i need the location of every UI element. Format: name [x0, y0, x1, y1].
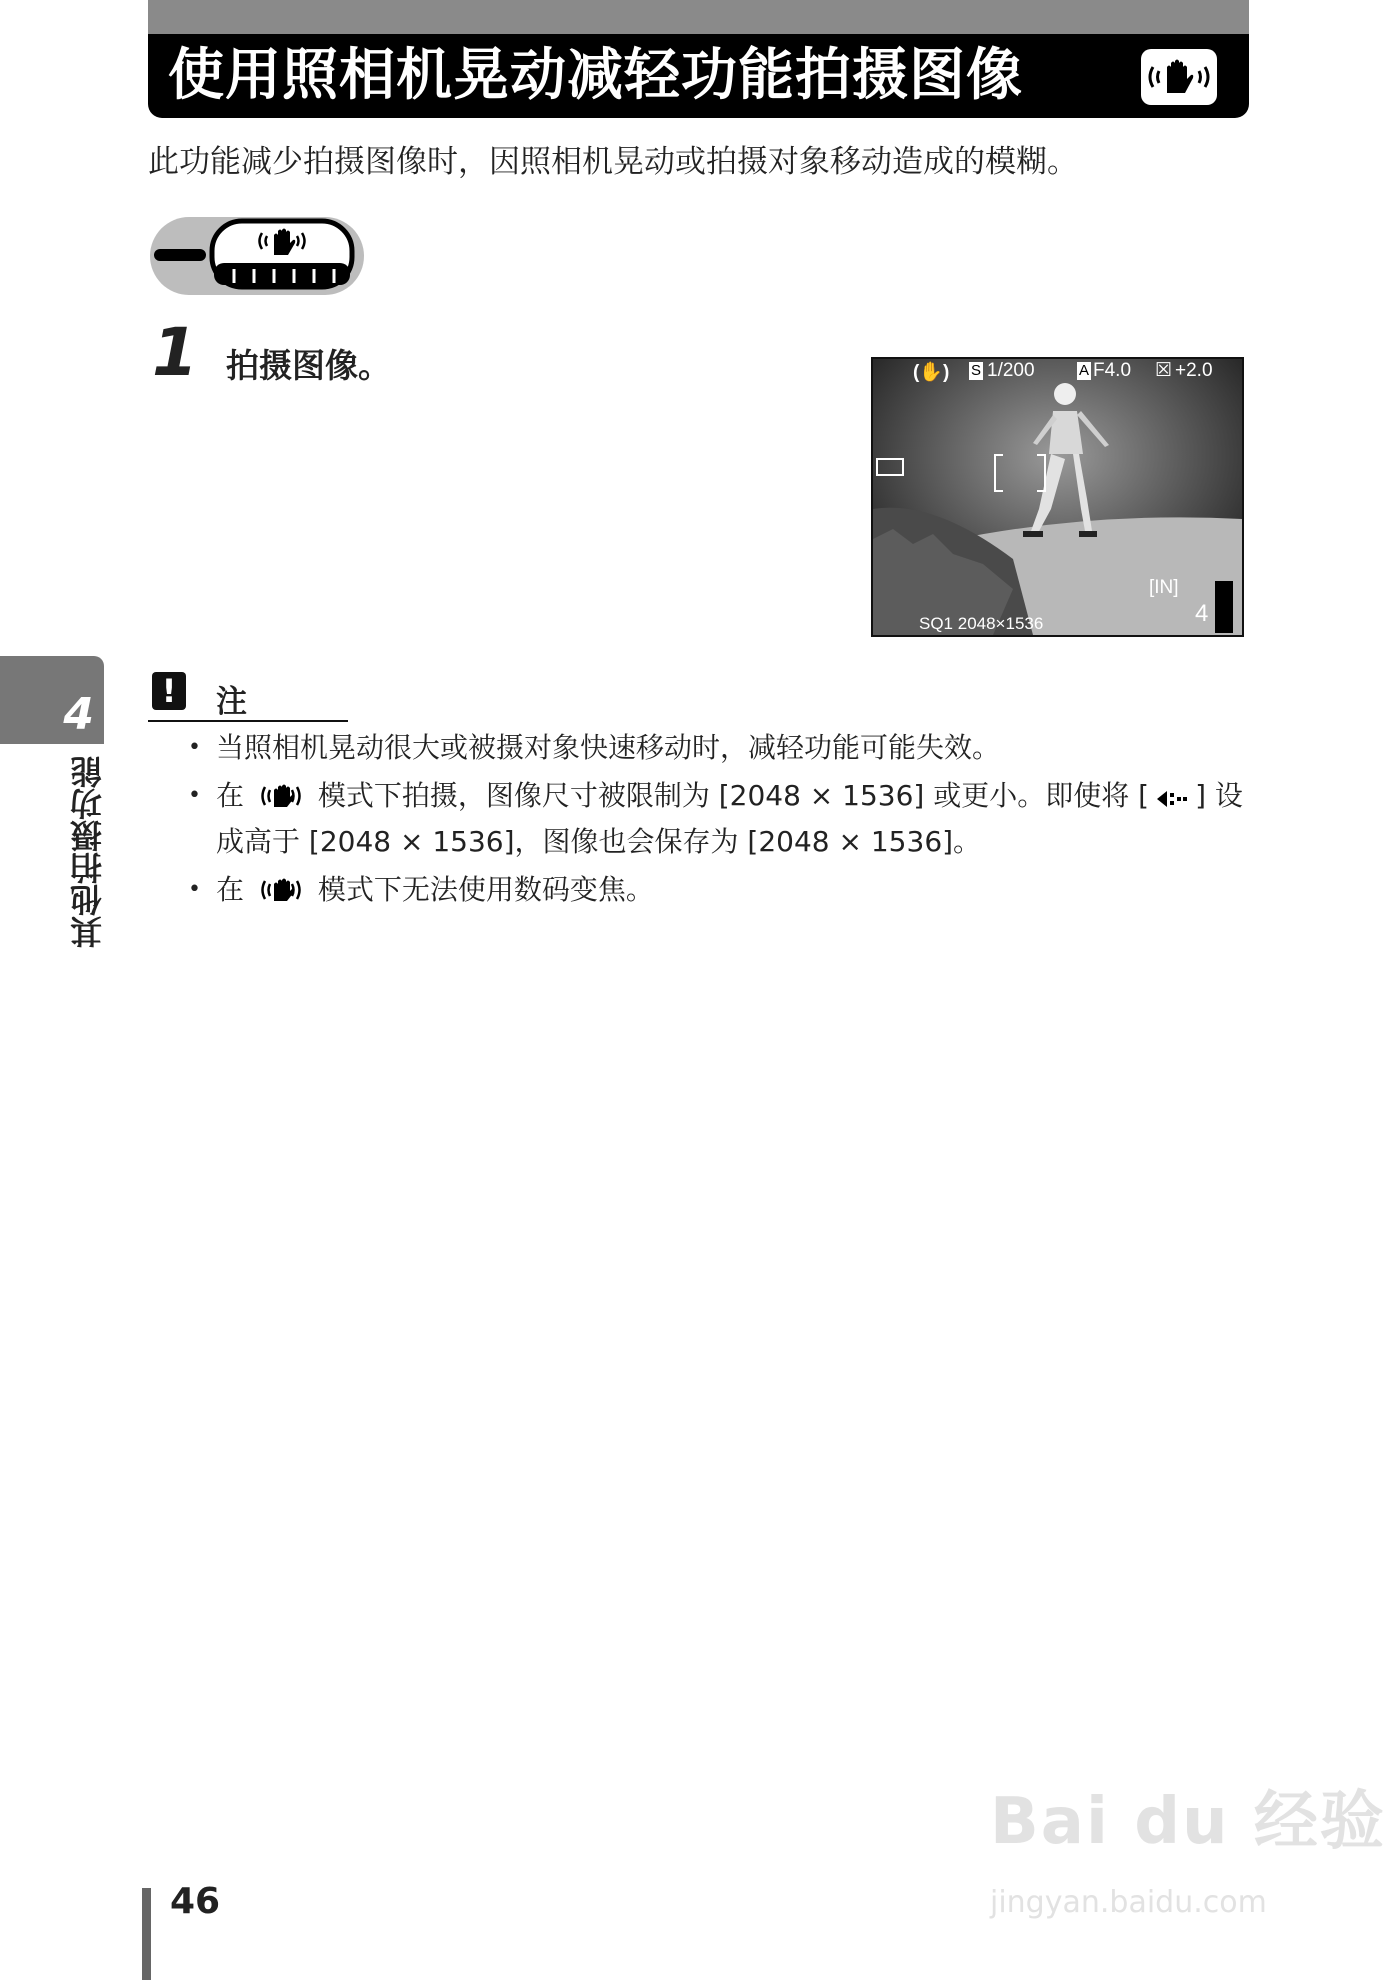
- watermark-url: jingyan.baidu.com: [990, 1885, 1267, 1920]
- exposure-comp-icon: ☒: [1155, 360, 1173, 381]
- lcd-quality: SQ1 2048×1536: [919, 614, 1044, 633]
- chapter-side-label: 其他拍摄功能: [69, 756, 107, 948]
- intro-text: 此功能减少拍摄图像时，因照相机晃动或拍摄对象移动造成的模糊。: [148, 144, 1078, 180]
- lcd-aperture-badge: A: [1079, 362, 1090, 379]
- hand-stabilization-icon: [259, 781, 303, 822]
- step-number: 1: [152, 314, 198, 391]
- header-top-bar: [148, 0, 1249, 34]
- exclamation-icon: !: [152, 672, 186, 710]
- note-item: • 在 模式下拍摄，图像尺寸被限制为 [2048 × 1536] 或更小。即使将 [ ] 设成高于 [2048 × 1536]，图像也会保存为 [2048 × 1536]。: [180, 776, 1260, 862]
- mode-dial-graphic: [148, 213, 368, 303]
- lcd-preview: [871, 357, 1244, 637]
- hand-stabilization-icon: [259, 875, 303, 916]
- lcd-hand-icon: (✋): [913, 362, 950, 383]
- lcd-shutter-speed: 1/200: [987, 360, 1035, 381]
- note-list: [180, 728, 1260, 924]
- page-number: 46: [170, 1881, 221, 1922]
- title-bar: [148, 34, 1249, 118]
- chapter-tab: [0, 656, 104, 744]
- lcd-aperture: F4.0: [1093, 360, 1132, 381]
- chapter-number: 4: [63, 689, 94, 740]
- note-title: 注: [216, 684, 247, 720]
- image-size-icon: [1155, 782, 1189, 822]
- skater-photo: [873, 359, 1242, 635]
- lcd-shutter-badge: S: [971, 362, 982, 379]
- page-bar: [142, 1888, 151, 1980]
- lcd-exposure: +2.0: [1175, 360, 1213, 381]
- lcd-frames-remaining: 4: [1195, 600, 1209, 627]
- watermark-brand: Bai du 经验: [990, 1785, 1386, 1859]
- note-item: • 当照相机晃动很大或被摄对象快速移动时，减轻功能可能失效。: [180, 728, 1260, 768]
- step-instruction: 拍摄图像。: [226, 346, 391, 385]
- page-title: 使用照相机晃动减轻功能拍摄图像: [168, 43, 1023, 108]
- hand-stabilization-icon: [1141, 49, 1217, 105]
- note-item: • 在 模式下无法使用数码变焦。: [180, 870, 1260, 916]
- lcd-memory: [IN]: [1149, 577, 1179, 598]
- note-header: [148, 672, 348, 722]
